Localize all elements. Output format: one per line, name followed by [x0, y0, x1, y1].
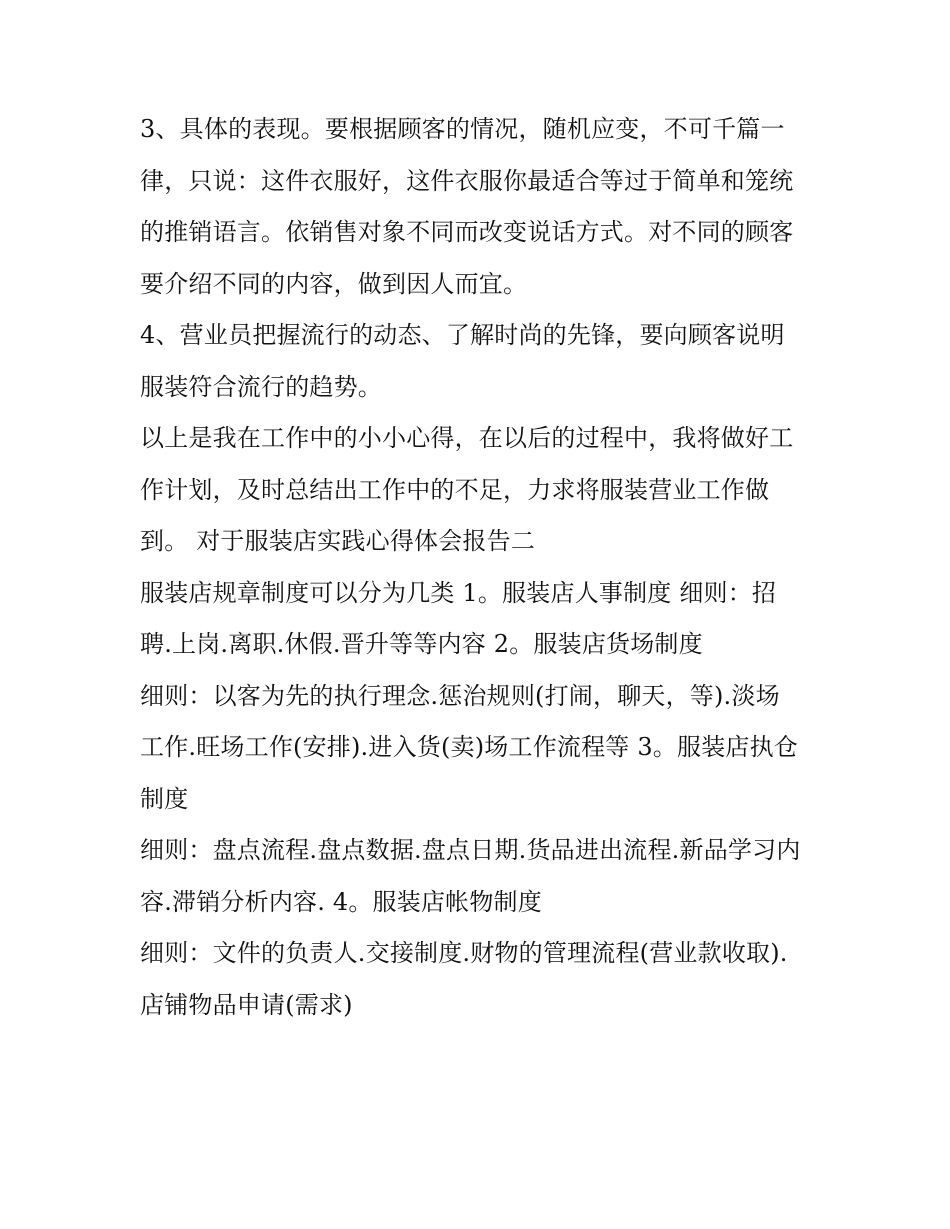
- text-line: 细则：文件的负责人.交接制度.财物的管理流程(营业款收取).: [140, 939, 788, 967]
- text-line: 店铺物品申请(需求): [140, 990, 353, 1019]
- text-line: 聘.上岗.离职.休假.晋升等等内容 2。服装店货场制度: [140, 630, 703, 658]
- text-line: 容.滞销分析内容. 4。服装店帐物制度: [140, 887, 542, 916]
- text-line: 到。 对于服装店实践心得体会报告二: [140, 527, 536, 555]
- text-line: 服装符合流行的趋势。: [140, 372, 382, 401]
- text-line: 服装店规章制度可以分为几类 1。服装店人事制度 细则：招: [140, 578, 777, 607]
- text-line: 的推销语言。依销售对象不同而改变说话方式。对不同的顾客: [140, 218, 794, 246]
- text-line: 要介绍不同的内容，做到因人而宜。: [140, 269, 528, 298]
- text-line: 工作.旺场工作(安排).进入货(卖)场工作流程等 3。服装店执仓: [140, 733, 799, 761]
- text-line: 作计划，及时总结出工作中的不足，力求将服装营业工作做: [140, 475, 770, 504]
- text-line: 细则：盘点流程.盘点数据.盘点日期.货品进出流程.新品学习内: [140, 836, 801, 864]
- document-body: [140, 104, 820, 1031]
- text-line: 制度: [140, 784, 189, 813]
- text-line: 律，只说：这件衣服好，这件衣服你最适合等过于简单和笼统: [140, 166, 794, 195]
- text-line: 细则：以客为先的执行理念.惩治规则(打闹，聊天，等).淡场: [140, 681, 780, 710]
- text-line: 3、具体的表现。要根据顾客的情况，随机应变，不可千篇一: [140, 115, 785, 143]
- text-line: 4、营业员把握流行的动态、了解时尚的先锋，要向顾客说明: [140, 321, 785, 349]
- text-line: 以上是我在工作中的小小心得，在以后的过程中，我将做好工: [140, 424, 794, 452]
